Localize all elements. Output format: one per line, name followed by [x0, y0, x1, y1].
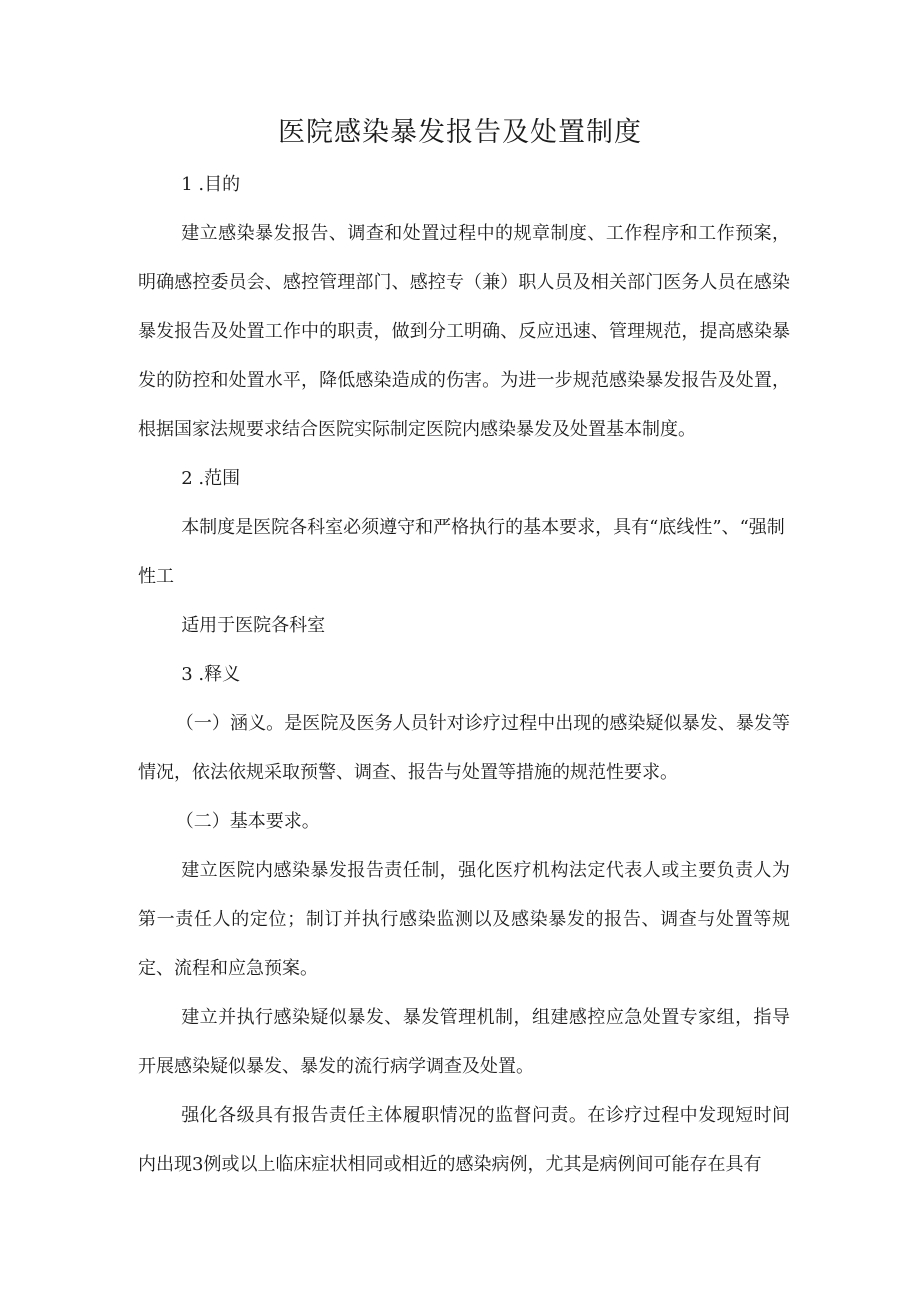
- paragraph: 建立感染暴发报告、调查和处置过程中的规章制度、工作程序和工作预案，明确感控委员会、感控管理部门、感控专（兼）职人员及相关部门医务人员在感染暴发报告及处置工作中的职责，做到分工明确、反应迅速、管理规范，提高感染暴发的防控和处置水平，降低感染造成的伤害。为进一步规范感染暴发报告及处置，根据国家法规要求结合医院实际制定医院内感染暴发及处置基本制度。: [138, 223, 790, 440]
- paragraph: 建立医院内感染暴发报告责任制，强化医疗机构法定代表人或主要负责人为第一责任人的定位；制订并执行感染监测以及感染暴发的报告、调查与处置等规定、流程和应急预案。: [138, 860, 790, 979]
- section-heading-scope: 2 .范围: [181, 468, 241, 489]
- paragraph: 建立并执行感染疑似暴发、暴发管理机制，组建感控应急处置专家组，指导开展感染疑似暴发、暴发的流行病学调查及处置。: [138, 1007, 790, 1077]
- document-body: [138, 160, 790, 1189]
- paragraph: 强化各级具有报告责任主体履职情况的监督问责。在诊疗过程中发现短时间内出现3例或以上临床症状相同或相近的感染病例，尤其是病例间可能存在具有: [138, 1105, 790, 1175]
- document-title: 医院感染暴发报告及处置制度: [278, 117, 642, 148]
- section-heading-definition: 3 .释义: [181, 664, 241, 685]
- paragraph: 本制度是医院各科室必须遵守和严格执行的基本要求，具有“底线性”、“强制性工: [138, 517, 785, 587]
- paragraph: （一）涵义。是医院及医务人员针对诊疗过程中出现的感染疑似暴发、暴发等情况，依法依规采取预警、调查、报告与处置等措施的规范性要求。: [138, 713, 790, 783]
- paragraph: 适用于医院各科室: [181, 615, 326, 636]
- section-heading-purpose: 1 .目的: [181, 174, 241, 195]
- paragraph: （二）基本要求。: [175, 811, 320, 832]
